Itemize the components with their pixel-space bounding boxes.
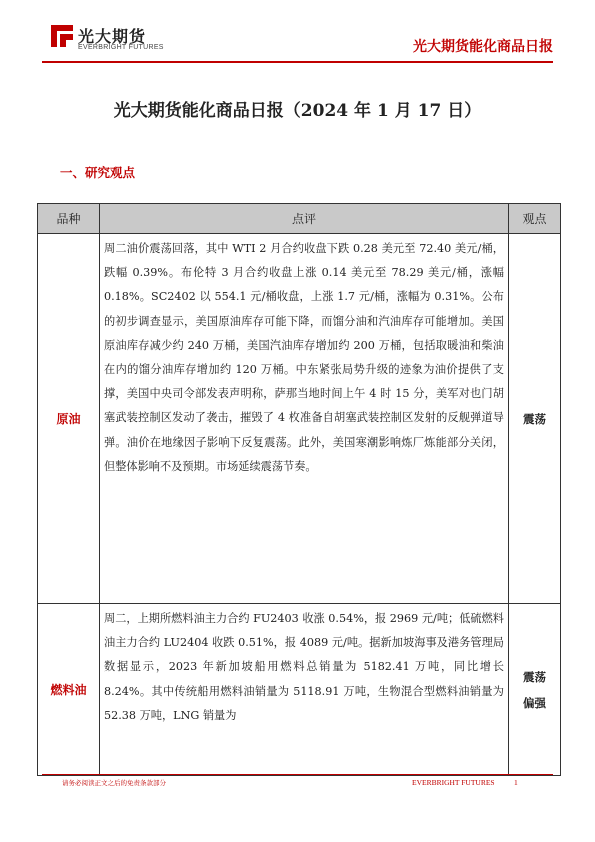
column-header-view: 观点 bbox=[509, 204, 561, 234]
section-heading: 一、研究观点 bbox=[60, 165, 136, 180]
everbright-logo-icon bbox=[50, 24, 74, 48]
comment-cell: 周二油价震荡回落，其中 WTI 2 月合约收盘下跌 0.28 美元至 72.40 美元/桶，跌幅 0.39%。布伦特 3 月合约收盘上涨 0.14 美元至 78.29 美元/桶，涨幅 0.18%。SC2402 以 554.1 元/桶收盘，上涨 1.7 元/桶，涨幅为 0.31%。公布的初步调查显示，美国原油库存可能下降，而馏分油和汽油库存可能增加。美国原油库存减少约 240 万桶，美国汽油库存增加约 200 万桶，包括取暖油和柴油在内的馏分油库存增加约 120 万桶。中东紧张局势升级的迹象为油价提供了支撑，美国中央司令部发表声明称，萨那当地时间上午 4 时 15 分，美军对也门胡塞武装控制区发动了袭击，摧毁了 4 枚准备自胡塞武装控制区发射的反舰弹道导弹。油价在地缘因子影响下反复震荡。此外，美国寒潮影响炼厂炼能部分关闭，但整体影响不及预期。市场延续震荡节奏。 bbox=[100, 234, 509, 604]
comment-cell: 周二，上期所燃料油主力合约 FU2403 收涨 0.54%，报 2969 元/吨；低硫燃料油主力合约 LU2404 收跌 0.51%，报 4089 元/吨。据新加坡海事及港务管理局数据显示，2023 年新加坡船用燃料总销量为 5182.41 万吨，同比增长 8.24%。其中传统船用燃料油销量为 5118.91 万吨，生物混合型燃料油销量为 52.38 万吨，LNG 销量为 bbox=[100, 604, 509, 776]
variety-cell: 燃料油 bbox=[38, 604, 100, 776]
footer-disclaimer: 请务必阅读正文之后的免责条款部分 bbox=[62, 779, 166, 787]
footer-company: EVERBRIGHT FUTURES bbox=[412, 778, 495, 787]
header-divider bbox=[42, 61, 553, 63]
column-header-variety: 品种 bbox=[38, 204, 100, 234]
variety-cell: 原油 bbox=[38, 234, 100, 604]
view-text: 震荡 偏强 bbox=[523, 669, 546, 710]
page-number: 1 bbox=[514, 778, 518, 787]
table-row-fuel-oil bbox=[38, 604, 561, 776]
column-header-comment: 点评 bbox=[100, 204, 509, 234]
research-views-table bbox=[37, 203, 561, 776]
view-cell bbox=[509, 604, 561, 776]
header-report-title: 光大期货能化商品日报 bbox=[413, 39, 553, 55]
footer-divider bbox=[42, 774, 553, 775]
table-header-row bbox=[38, 204, 561, 234]
logo-name-en: EVERBRIGHT FUTURES bbox=[78, 44, 164, 51]
table-row-crude-oil bbox=[38, 234, 561, 604]
page-header bbox=[0, 0, 595, 62]
logo-name-cn: 光大期货 bbox=[78, 27, 147, 46]
page-footer bbox=[0, 768, 595, 798]
page-title: 光大期货能化商品日报（2024 年 1 月 17 日） bbox=[113, 101, 482, 121]
view-cell: 震荡 bbox=[509, 234, 561, 604]
